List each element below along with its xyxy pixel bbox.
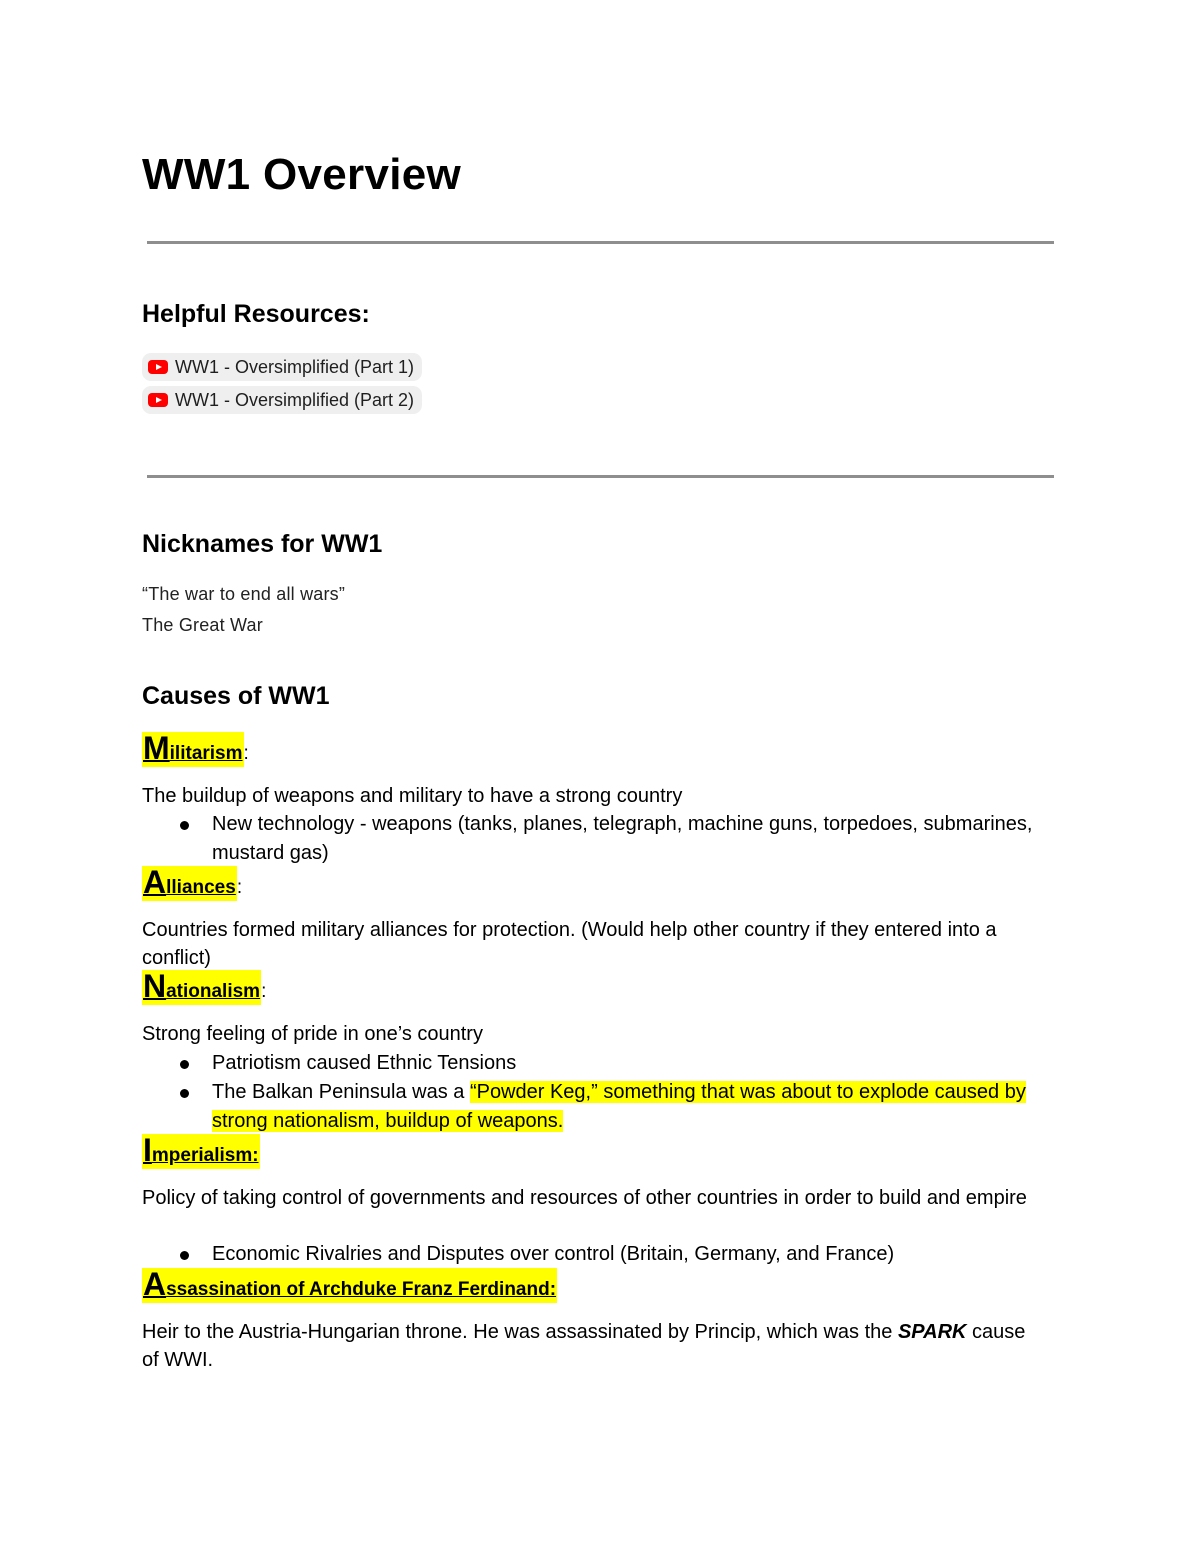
bullet-icon xyxy=(180,821,189,830)
resource-link-label: WW1 - Oversimplified (Part 2) xyxy=(175,389,415,410)
nicknames-heading: Nicknames for WW1 xyxy=(142,530,383,558)
causes-heading: Causes of WW1 xyxy=(142,682,330,710)
bullet-icon xyxy=(180,1060,189,1069)
cause-heading-alliances: A lliances : xyxy=(143,864,243,900)
cause-description: Countries formed military alliances for protection. (Would help other country if they entered into a conflict) xyxy=(142,919,997,969)
highlight: M ilitarism xyxy=(143,730,243,766)
resource-link-label: WW1 - Oversimplified (Part 1) xyxy=(175,356,415,377)
cause-description: The buildup of weapons and military to have a strong country xyxy=(142,785,683,807)
highlight: A ssassination of Archduke Franz Ferdinand: xyxy=(143,1266,557,1302)
cause-description: Strong feeling of pride in one’s country xyxy=(142,1023,483,1045)
cause-heading-assassination xyxy=(142,1268,557,1303)
resources-heading: Helpful Resources: xyxy=(142,300,370,328)
horizontal-divider xyxy=(147,241,1054,244)
bullet-icon xyxy=(180,1089,189,1098)
page-title: WW1 Overview xyxy=(142,150,462,199)
youtube-icon xyxy=(148,393,168,407)
resource-link-part-1[interactable] xyxy=(142,353,422,381)
highlight: N ationalism xyxy=(143,968,261,1004)
highlight: I mperialism: xyxy=(143,1132,259,1168)
nickname-item: The Great War xyxy=(142,615,263,635)
list-item: Patriotism caused Ethnic Tensions xyxy=(142,1049,1047,1078)
cause-heading-imperialism xyxy=(142,1134,260,1169)
youtube-icon xyxy=(148,360,168,374)
emphasized-text: SPARK xyxy=(897,1321,967,1343)
nickname-item: “The war to end all wars” xyxy=(142,584,346,604)
cause-heading-militarism: M ilitarism : xyxy=(143,730,249,766)
highlight: A lliances xyxy=(143,864,236,900)
list-item: New technology - weapons (tanks, planes, telegraph, machine guns, torpedoes, submarines, mustard gas) xyxy=(142,810,1047,868)
list-item: The Balkan Peninsula was a “Powder Keg,” something that was about to explode caused by strong nationalism, buildup of weapons. xyxy=(142,1078,1047,1136)
bullet-icon xyxy=(180,1251,189,1260)
highlighted-text: “Powder Keg,” something that was about to explode caused by strong nationalism, buildup of weapons. xyxy=(212,1081,1026,1132)
cause-description: Heir to the Austria-Hungarian throne. He was assassinated by Princip, which was the SPARK cause of WWI. xyxy=(142,1321,1026,1371)
cause-heading-nationalism: N ationalism : xyxy=(143,968,267,1004)
list-item: Economic Rivalries and Disputes over control (Britain, Germany, and France) xyxy=(142,1240,1047,1269)
horizontal-divider xyxy=(147,475,1054,478)
cause-description: Policy of taking control of governments and resources of other countries in order to build and empire xyxy=(142,1187,1027,1209)
resource-link-part-2[interactable] xyxy=(142,386,422,414)
